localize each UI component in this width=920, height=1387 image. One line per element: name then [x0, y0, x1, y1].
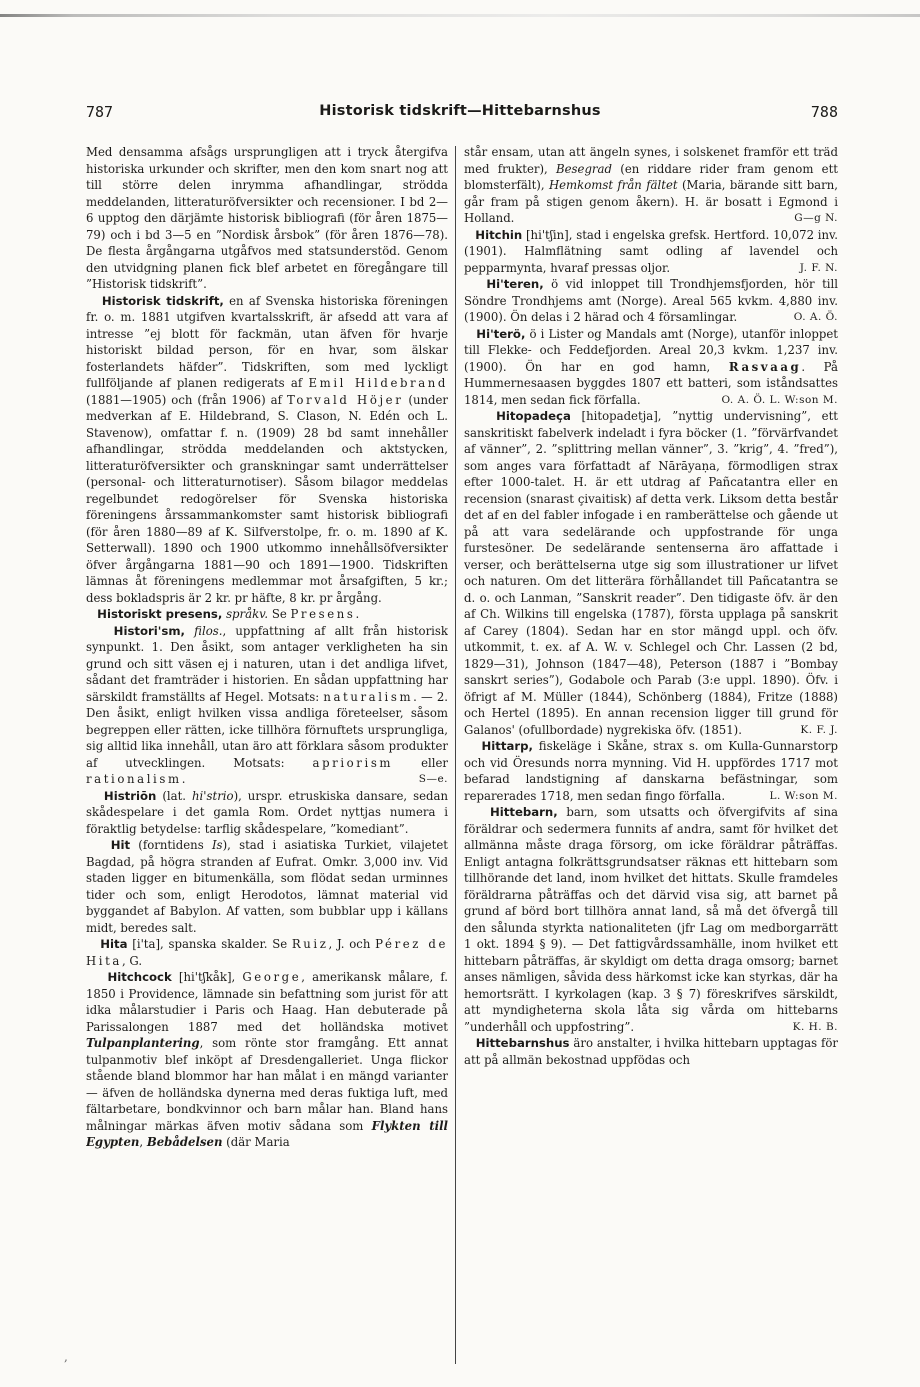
page-number-right: 788 — [810, 103, 838, 121]
entry-continuation: står ensam, utan att ängeln synes, i solskenet framför ett träd med frukter), Besegrad (en riddare rider fram genom ett blomsterfält), Hemkomst från fältet (Maria, bärande sitt barn, går fram på stigen genom åkern). H. är bosatt i Egmond i Holland. G—g N. — [464, 145, 838, 225]
entry-headword: Hit — [110, 838, 131, 852]
entry-continuation: Med densamma afsågs ursprungligen att i tryck återgifva historiska urkunder och skrifter, men den kom snart nog att till större delen inrymma afhandlingar, strödda meddelanden, litteraturöfversikter och recensioner. I bd 2—6 upptog den därjämte historisk bibliografi (för åren 1875—79) och i bd 3—5 en ”Nordisk årsbok” (för åren 1876—78). De flesta årgångarna utgåfvos med statsunderstöd. Genom den utvidgning planen fick blef arbetet en föregångare till ”Historisk tidskrift”. — [86, 145, 448, 291]
author-signature: L. W:son M. — [769, 789, 838, 802]
entry-hitero: Hi'terö, ö i Lister og Mandals amt (Norge), utanför inloppet till Flekke- och Feddefjorden. Areal 20,3 kvkm. 1,237 inv. (1900). Ön har en god hamn, Rasvaag. På Hummernesaasen byggdes 1807 ett batteri, som iståndsattes 1814, men sedan fick förfalla. O. A. Ö. L. W:son M. — [464, 326, 838, 407]
entry-historiskt-presens: Historiskt presens, språkv. Se Presens. — [97, 607, 360, 621]
author-signature: G—g N. — [794, 212, 838, 224]
entry-hittarp: Hittarp, fiskeläge i Skåne, strax s. om Kulla-Gunnarstorp och vid Öresunds norra mynning. Vid H. uppfördes 1717 mot befarad landstigning af danskarna befästningar, som reparerades 1718, men sedan fingo förfalla. L. W:son M. — [464, 739, 838, 803]
author-signature: K. H. B. — [792, 1020, 838, 1033]
entry-headword: Hittarp, — [481, 739, 533, 753]
entry-histrion: Histriōn (lat. hi'strio), urspr. etruskiska dansare, sedan skådespelare i det gamla Rom. Ordet nyttjas numera i föraktlig betydelse: tarflig skådespelare, ”komediant”. — [86, 788, 448, 836]
entry-headword: Historisk tidskrift, — [101, 293, 224, 308]
entry-headword: Hitopadeça — [496, 409, 571, 423]
entry-historism: Histori'sm, filos., uppfattning af allt från historisk synpunkt. 1. Den åsikt, som antager verkligheten ha sin grund och sitt väsen ej i naturen, utan i det andliga lifvet, sådant det framträder i historien. En sådan uppfattning har särskildt framställts af Hegel. Motsats: naturalism. — 2. Den åsikt, enligt hvilken vissa andliga företeelser, såsom begreppen eller rätten, icke tillhöra förnuftets ursprungliga, sig alltid lika innehåll, utan äro att förklara såsom produkter af utvecklingen. Motsats: apriorism eller rationalism. S—e. — [86, 623, 448, 786]
entry-headword: Hittebarn, — [490, 805, 558, 819]
page-top-edge — [0, 14, 920, 17]
entry-headword: Histori'sm, — [113, 623, 185, 638]
entry-historisk-tidskrift: Historisk tidskrift, en af Svenska historiska föreningen fr. o. m. 1881 utgifven kvartalsskrift, är afsedd att vara af intresse ”ej blott för fackmän, utan äfven för hvarje historiskt bildad person, för en hvar, som älskar fosterlandets häfder”. Tidskriften, som med lyckligt fullföljande af planen redigerats af Emil Hildebrand (1881—1905) och (från 1906) af Torvald Höjer (under medverkan af E. Hildebrand, S. Clason, N. Edén och L. Stavenow), omfattar f. n. (1909) 28 bd samt innehåller afhandlingar, strödda meddelanden och aktstycken, litteraturöfversikter och granskningar samt underrättelser (personal- och litteraturnotiser). Såsom bilagor meddelas regelbundet redogörelser för Svenska historiska föreningens årssammankomster samt historisk bibliografi (för åren 1880—89 af K. Silfverstolpe, fr. o. m. 1890 af K. Setterwall). 1890 och 1900 utkommo innehållsöfversikter öfver årgångarna 1881—90 och 1891—1900. Tidskriften lämnas åt föreningens medlemmar mot årsafgiften, 5 kr.; dess bokladspris är 2 kr. pr häfte, 8 kr. pr årgång. — [86, 293, 448, 605]
entry-headword: Hi'terö, — [476, 326, 526, 341]
page-number-left: 787 — [86, 103, 114, 121]
entry-hita: Hita [i'ta], spanska skalder. Se Ruiz, J. och Pérez de Hita, G. — [86, 937, 448, 968]
entry-headword: Hi'teren, — [486, 277, 544, 291]
author-signature: O. A. Ö. — [793, 311, 838, 323]
author-signature: S—e. — [418, 773, 448, 785]
right-column — [464, 144, 838, 1374]
author-signature: O. A. Ö. L. W:son M. — [721, 393, 838, 406]
entry-headword: Historiskt presens, — [97, 607, 223, 621]
entry-hittebarnshus: Hittebarnshus äro anstalter, i hvilka hittebarn upptagas för att på allmän bekostnad uppfödas och — [464, 1036, 838, 1067]
entry-hitopadeca: Hitopadeça [hitopadetja], ”nyttig undervisning”, ett sanskritiskt fabelverk indeladt i fyra böcker (1. ”förvärfvandet af vänner”, 2. ”splittring mellan vänner”, 3. ”krig”, 4. ”fred”), som anges vara författadt af Nārāyaṇa, förmodligen strax efter 1000-talet. H. är ett utdrag af Pañcatantra eller en recension (snarast çivaitisk) af detta verk. Liksom detta består det af en del fabler infogade i en ramberättelse och gående ut på att vara sedelärande och uppfostrande för unga furstesöner. De sedelärande sentenserna äro affattade i verser, och berättelserna utge sig som illustrationer ur lifvet och naturen. Om det litterära förhållandet till Pañcatantra se d. o. och Lanman, ”Sanskrit reader”. Den tidigaste öfv. är den af Ch. Wilkins till engelska (1787), första upplaga på sanskrit af Carey (1804). Sedan har en stor mängd uppl. och öfv. utkommit, t. ex. af A. W. v. Schlegel och Chr. Lassen (2 bd, 1829—31), Johnson (1847—48), Peterson (1887 i ”Bombay sanskrt series”), Godabole och Parab (3:e uppl. 1890). Öfv. i öfrigt af M. Müller (1844), Schönberg (1884), Fritze (1888) och Hertel (1895). En annan recension ligger till grund för Galanos' (ofullbordade) nygrekiska öfv. (1851). K. F. J. — [464, 409, 838, 737]
running-header — [0, 103, 920, 125]
entry-headword: Hita — [100, 937, 128, 951]
entry-headword: Histriōn — [103, 788, 157, 803]
author-signature: K. F. J. — [800, 723, 838, 736]
entry-headword: Hitchin — [475, 227, 523, 242]
running-title: Historisk tidskrift—Hittebarnshus — [319, 103, 601, 119]
entry-hitchcock: Hitchcock [hi'tʃkåk], George, amerikansk målare, f. 1850 i Providence, lämnade sin befattning som jurist för att idka målarstudier i Paris och Haag. Han debuterade på Parissalongen 1887 med det holländska motivet Tulpanplantering, som rönte stor framgång. Ett annat tulpanmotiv blef inköpt af Dresdengalleriet. Unga flickor stående bland blommor har han målat i en mängd varianter — äfven de holländska dynerna med deras fuktiga luft, med fältarbetare, bondkvinnor och barn målar han. Bland hans målningar märkas äfven motiv sådana som Flykten till Egypten, Bebådelsen (där Maria — [86, 970, 448, 1149]
entry-hitteren: Hi'teren, ö vid inloppet till Trondhjemsfjorden, hör till Söndre Trondhjems amt (Norge). Areal 565 kvkm. 4,880 inv. (1900). Ön delas i 2 härad och 4 församlingar. O. A. Ö. — [464, 277, 838, 324]
entry-hittebarn: Hittebarn, barn, som utsatts och öfvergifvits af sina föräldrar och sedermera funnits af andra, samt för hvilket det allmänna måste draga försorg, om icke föräldrar påträffas. Enligt antagna folkrättsgrundsatser räknas ett hittebarn som tillhörande det land, inom hvilket det hittats. Skulle framdeles föräldrarna påträffas och det därvid visa sig, att barnet på grund af börd bort tillhöra annat land, så må det öfvergå till den sålunda styrkta nationaliteten (jfr Lag om medborgarrätt 1 okt. 1894 § 9). — Det fattigvårdssamhälle, inom hvilket ett hittebarn påträffas, är skyldigt om detta draga omsorg; barnet anses nämligen, såvida dess härkomst icke kan styrkas, där ha hemortsrätt. I kyrkolagen (kap. 3 § 7) föreskrifves särskildt, att myndigheterna skola låta sig vårda om hittebarns ”underhåll och uppfostring”. K. H. B. — [464, 805, 838, 1034]
left-column — [86, 144, 448, 1374]
entry-hitchin: Hitchin [hi'tʃin], stad i engelska grefsk. Hertford. 10,072 inv. (1901). Halmflätning samt odling af lavendel och pepparmynta, hvaraf pressas oljor. J. F. N. — [464, 227, 838, 275]
entry-headword: Hitchcock — [107, 970, 172, 984]
entry-headword: Hittebarnshus — [475, 1036, 570, 1050]
entry-hit: Hit (forntidens Is), stad i asiatiska Turkiet, vilajetet Bagdad, på högra stranden af Eufrat. Omkr. 3,000 inv. Vid staden ligger en bitumenkälla, som flödat sedan urminnes tider och som, enligt Herodotos, lämnat material vid byggandet af Babylon. Af vatten, som bubblar upp i källans midt, beredes salt. — [86, 838, 448, 935]
scan-speck: , — [64, 1350, 68, 1364]
author-signature: J. F. N. — [799, 261, 838, 274]
column-divider — [455, 146, 456, 1364]
